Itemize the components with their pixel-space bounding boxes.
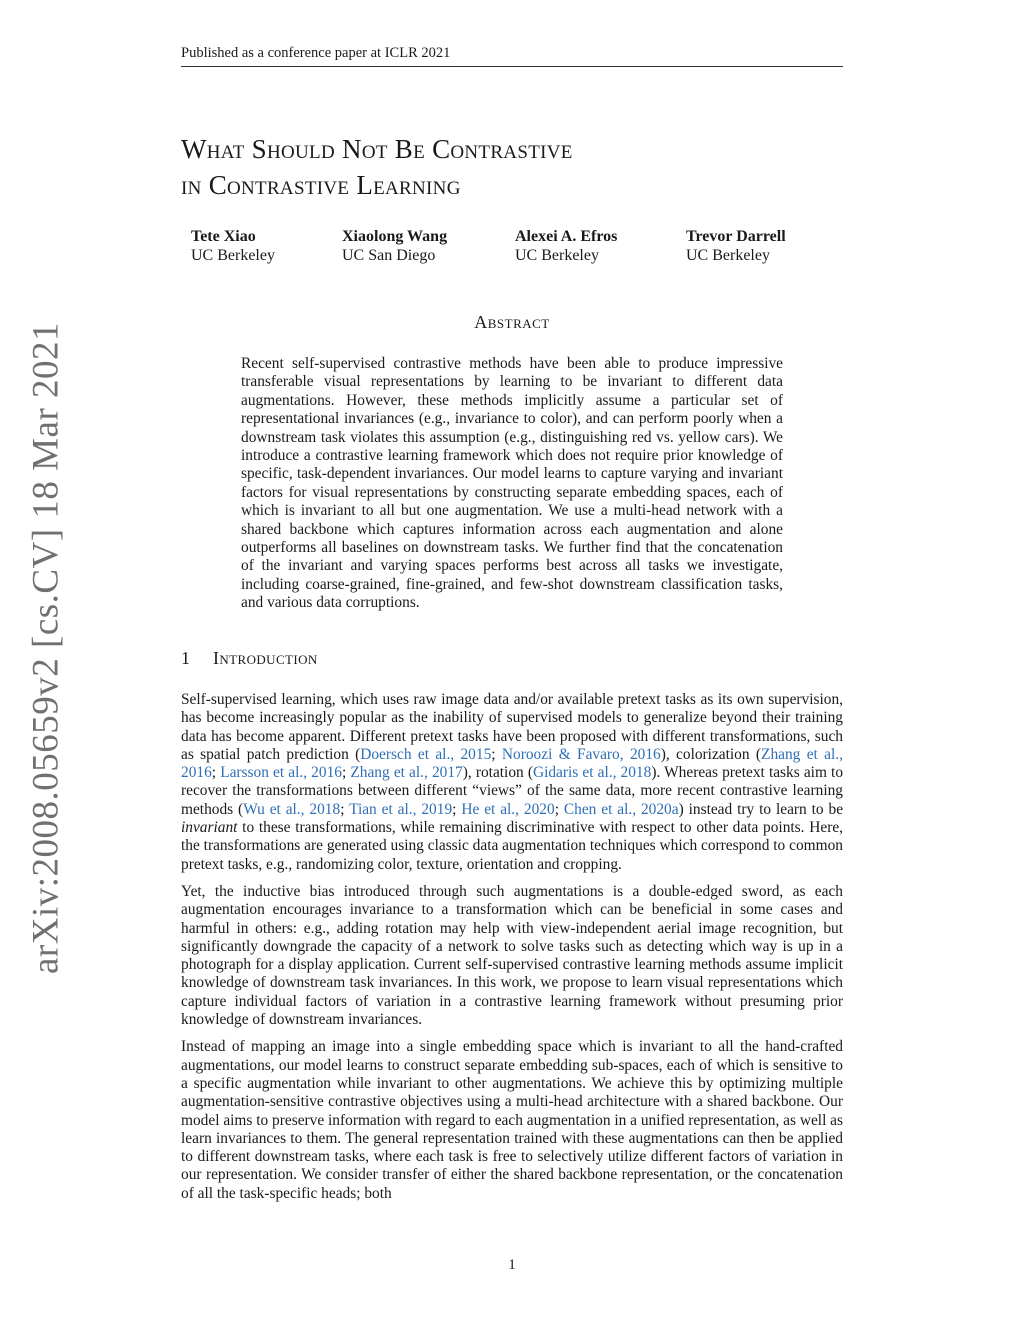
author-block [191, 227, 275, 265]
citation-link[interactable]: Noroozi & Favaro, 2016 [501, 745, 661, 763]
citation-link[interactable]: Chen et al., 2020a [563, 800, 679, 818]
author-affiliation: UC San Diego [342, 247, 436, 264]
paper-title-line-1: What Should Not Be Contrastive [181, 134, 573, 164]
paragraph: Self-supervised learning, which uses raw image data and/or available pretext tasks as its own supervision, has become increasingly popular as the inability of supervised models to generalize beyond their training data has become apparent. Different pretext tasks have been proposed with different transformations, such as spatial patch prediction (Doersch et al., 2015; Noroozi & Favaro, 2016), colorization (Zhang et al., 2016; Larsson et al., 2016; Zhang et al., 2017), rotation (Gidaris et al., 2018). Whereas pretext tasks aim to recover the transformations between different “views” of the same data, more recent contrastive learning methods (Wu et al., 2018; Tian et al., 2019; He et al., 2020; Chen et al., 2020a) instead try to learn to be invariant to these transformations, while remaining discriminative with respect to other data points. Here, the transformations are generated using classic data augmentation techniques which correspond to common pretext tasks, e.g., randomizing color, texture, orientation and cropping. [181, 691, 844, 873]
citation-link[interactable]: Tian et al., 2019 [349, 800, 453, 818]
citation-link[interactable]: Larsson et al., 2016 [220, 764, 342, 782]
citation-link[interactable]: Doersch et al., 2015 [360, 745, 492, 763]
author-name: Alexei A. Efros [515, 228, 618, 245]
paper-title [181, 131, 843, 203]
author-block [342, 227, 447, 265]
section-number: 1 [181, 648, 191, 668]
running-header: Published as a conference paper at ICLR 2021 [181, 45, 451, 61]
abstract-text: Recent self-supervised contrastive methods have been able to produce impressive transferable visual representations by learning to be invariant to different data augmentations. However, these methods implicitly assume a particular set of representational invariances (e.g., invariance to color), and can perform poorly when a downstream task violates this assumption (e.g., distinguishing red vs. yellow cars). We introduce a contrastive learning framework which does not require prior knowledge of specific, task-dependent invariances. Our model learns to capture varying and invariant factors for visual representations by constructing separate embedding spaces, each of which is invariant to all but one augmentation. We use a multi-head network with a shared backbone which captures information across each augmentation and alone outperforms all baselines on downstream tasks. We further find that the concatenation of the invariant and varying spaces performs best across all tasks we investigate, including coarse-grained, fine-grained, and few-shot downstream classification tasks, and various data corruptions. [241, 355, 783, 612]
citation-link[interactable]: Zhang et al., 2016 [181, 745, 843, 782]
paragraph: Instead of mapping an image into a single embedding space which is invariant to all the hand-crafted augmentations, our model learns to construct separate embedding sub-spaces, each of which is sensitive to a specific augmentation while invariant to other augmentations. We achieve this by optimizing multiple augmentation-sensitive contrastive objectives using a multi-head architecture with a shared backbone. Our model aims to preserve information with regard to each augmentation in a unified representation, as well as learn invariances to them. The general representation trained with these augmentations can then be applied to different downstream tasks, where each task is free to selectively utilize different factors of variation in our representation. We consider transfer of either the shared backbone representation, or the concatenation of all the task-specific heads; both [181, 1038, 844, 1202]
author-block [515, 227, 617, 265]
author-name: Trevor Darrell [686, 228, 786, 245]
body-text [181, 691, 843, 1212]
header-rule [181, 66, 843, 67]
author-affiliation: UC Berkeley [686, 247, 770, 264]
author-name: Xiaolong Wang [342, 228, 448, 245]
emphasis: invariant [181, 819, 238, 837]
author-affiliation: UC Berkeley [191, 247, 275, 264]
section-title: Introduction [213, 648, 318, 668]
citation-link[interactable]: Wu et al., 2018 [243, 800, 341, 818]
author-affiliation: UC Berkeley [515, 247, 599, 264]
paragraph: Yet, the inductive bias introduced through such augmentations is a double-edged sword, as each augmentation encourages invariance to a transformation which can be beneficial in some cases and harmful in others: e.g., adding rotation may help with view-independent aerial image recognition, but significantly downgrade the capacity of a network to solve tasks such as detecting which way is up in a photograph for a display application. Current self-supervised contrastive learning methods assume implicit knowledge of downstream task invariances. In this work, we propose to learn visual representations which capture individual factors of variation in a contrastive learning framework without presuming prior knowledge of downstream invariances. [181, 882, 843, 1029]
abstract-heading: Abstract [474, 312, 550, 332]
author-block [686, 227, 786, 265]
arxiv-identifier: arXiv:2008.05659v2 [cs.CV] 18 Mar 2021 [25, 321, 67, 975]
page-number: 1 [508, 1257, 516, 1273]
citation-link[interactable]: Zhang et al., 2017 [350, 764, 463, 782]
citation-link[interactable]: He et al., 2020 [461, 800, 555, 818]
author-name: Tete Xiao [191, 228, 256, 245]
paper-title-line-2: in Contrastive Learning [181, 170, 461, 200]
section-heading [181, 648, 843, 669]
citation-link[interactable]: Gidaris et al., 2018 [532, 764, 652, 782]
